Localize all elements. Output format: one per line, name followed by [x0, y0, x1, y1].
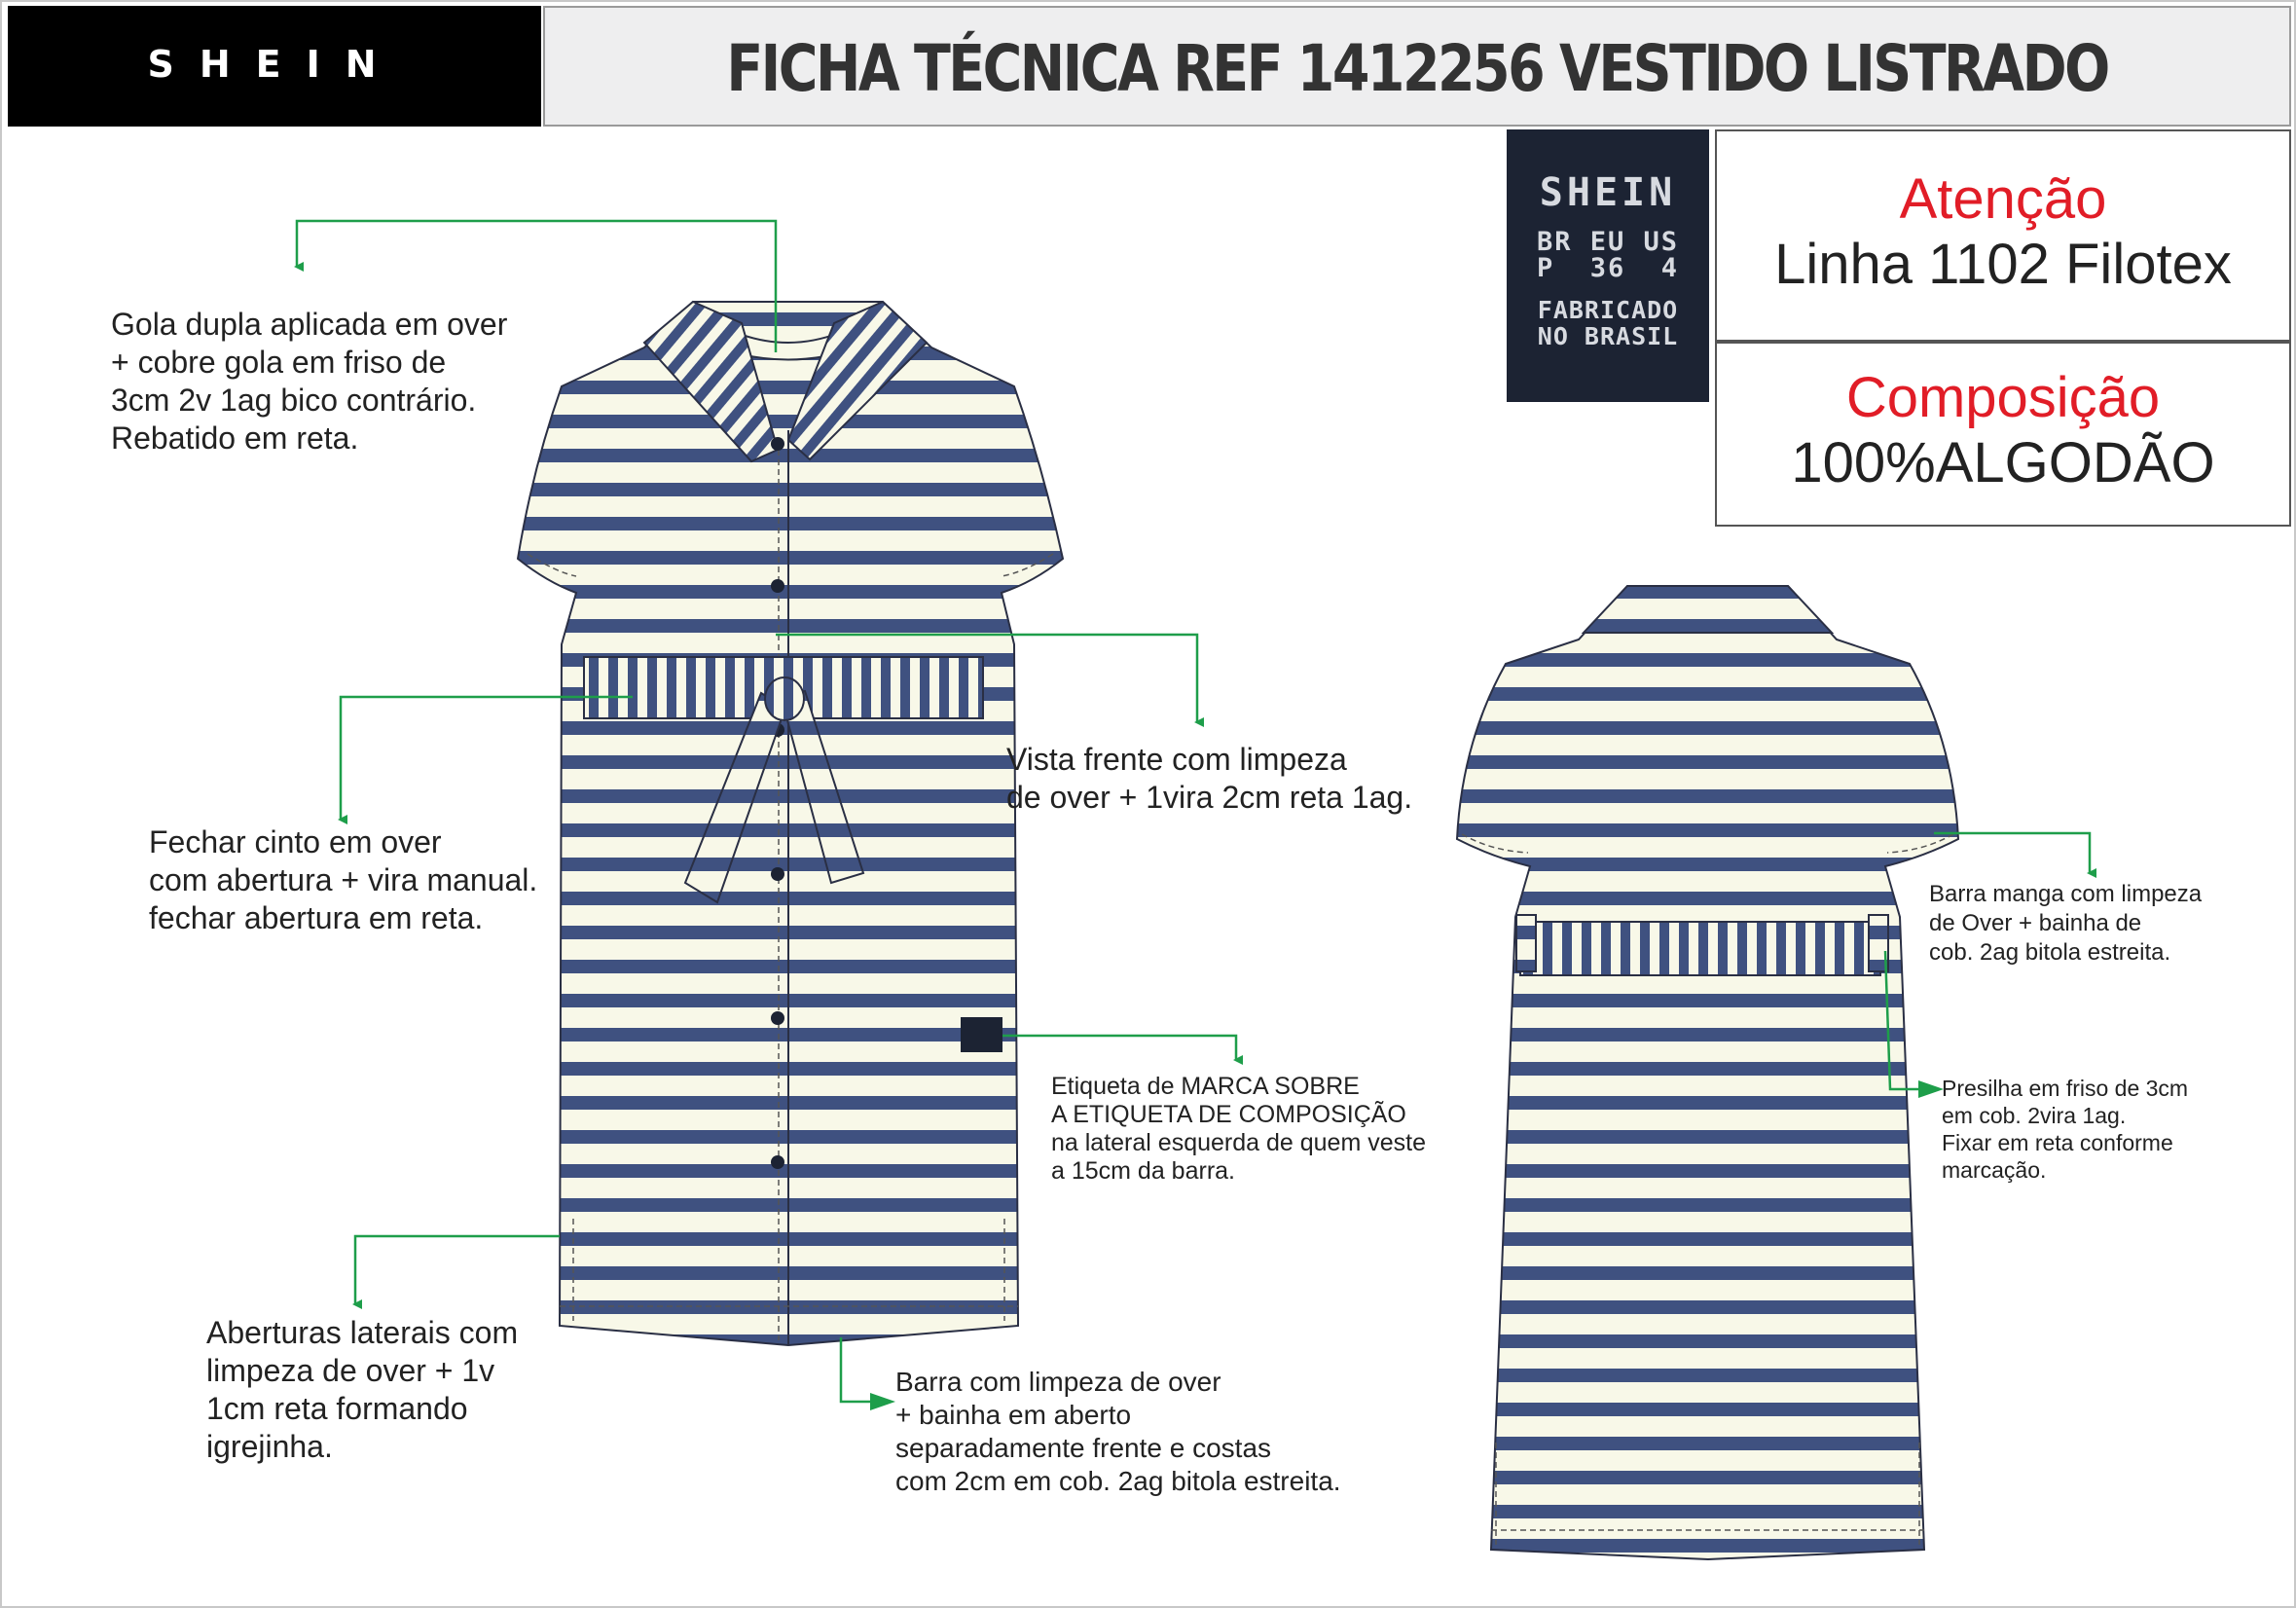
- note-line: Fechar cinto em over: [149, 824, 442, 859]
- front-belt-knot: [765, 677, 804, 720]
- front-dress-sketch: [518, 302, 1063, 1345]
- note-line: Etiqueta de MARCA SOBRE: [1051, 1073, 1360, 1100]
- label-size-header: BR EU US: [1536, 227, 1680, 257]
- note-line: 1cm reta formando: [206, 1391, 468, 1426]
- attention-value: Linha 1102 Filotex: [1774, 233, 2232, 296]
- note-line: Barra com limpeza de over: [895, 1367, 1221, 1397]
- back-collar: [1584, 586, 1832, 633]
- brand-label-arrow: [1002, 1036, 1236, 1060]
- front-dress-body: [518, 302, 1063, 1345]
- note-line: 3cm 2v 1ag bico contrário.: [111, 383, 477, 418]
- note-line: limpeza de over + 1v: [206, 1353, 495, 1388]
- note-line: Vista frente com limpeza: [1006, 742, 1347, 777]
- note-line: separadamente frente e costas: [895, 1433, 1272, 1463]
- belt-note: [149, 823, 537, 937]
- note-line: fechar abertura em reta.: [149, 900, 484, 935]
- note-line: + cobre gola em friso de: [111, 345, 447, 380]
- label-brand: SHEIN: [1539, 170, 1677, 215]
- back-belt-loop-left: [1516, 915, 1536, 971]
- note-line: Gola dupla aplicada em over: [111, 307, 508, 342]
- composition-value: 100%ALGODÃO: [1791, 431, 2215, 494]
- note-line: em cob. 2vira 1ag.: [1942, 1103, 2127, 1128]
- label-size-values: P 36 4: [1536, 253, 1680, 283]
- note-line: Fixar em reta conforme: [1942, 1130, 2173, 1155]
- note-line: cob. 2ag bitola estreita.: [1929, 939, 2171, 966]
- back-belt: [1520, 922, 1880, 975]
- hem-note: [895, 1366, 1341, 1498]
- note-line: marcação.: [1942, 1157, 2047, 1183]
- note-line: igrejinha.: [206, 1429, 333, 1464]
- front-brand-tag: [961, 1017, 1002, 1052]
- note-line: Aberturas laterais com: [206, 1315, 519, 1350]
- placket-note: [1006, 741, 1412, 817]
- side-slit-arrow: [355, 1236, 560, 1304]
- note-line: de Over + bainha de: [1929, 910, 2142, 936]
- note-line: Rebatido em reta.: [111, 420, 359, 456]
- brand-logo-text: SHEIN: [147, 43, 402, 86]
- attention-title: Atenção: [1899, 167, 2107, 231]
- note-line: na lateral esquerda de quem veste: [1051, 1129, 1426, 1156]
- note-line: de over + 1vira 2cm reta 1ag.: [1006, 780, 1413, 815]
- side-slits-note: [206, 1314, 518, 1466]
- back-dress-body: [1457, 586, 1958, 1559]
- note-line: Presilha em friso de 3cm: [1942, 1076, 2189, 1101]
- brand-label-note: [1051, 1073, 1426, 1186]
- note-line: A ETIQUETA DE COMPOSIÇÃO: [1051, 1101, 1406, 1128]
- note-line: + bainha em aberto: [895, 1400, 1132, 1430]
- sleeve-hem-note: [1929, 880, 2202, 968]
- belt-loop-note: [1942, 1075, 2188, 1184]
- back-dress-sketch: [1457, 586, 1958, 1559]
- note-line: a 15cm da barra.: [1051, 1157, 1235, 1185]
- note-line: Barra manga com limpeza: [1929, 881, 2203, 907]
- collar-note: [111, 306, 507, 457]
- note-line: com abertura + vira manual.: [149, 862, 538, 897]
- note-line: com 2cm em cob. 2ag bitola estreita.: [895, 1466, 1341, 1496]
- page-title: FICHA TÉCNICA REF 1412256 VESTIDO LISTRADO: [726, 31, 2108, 106]
- label-made-in-2: NO BRASIL: [1537, 322, 1679, 350]
- label-made-in-1: FABRICADO: [1537, 296, 1679, 324]
- hem-arrow: [841, 1337, 883, 1402]
- composition-title: Composição: [1845, 366, 2161, 429]
